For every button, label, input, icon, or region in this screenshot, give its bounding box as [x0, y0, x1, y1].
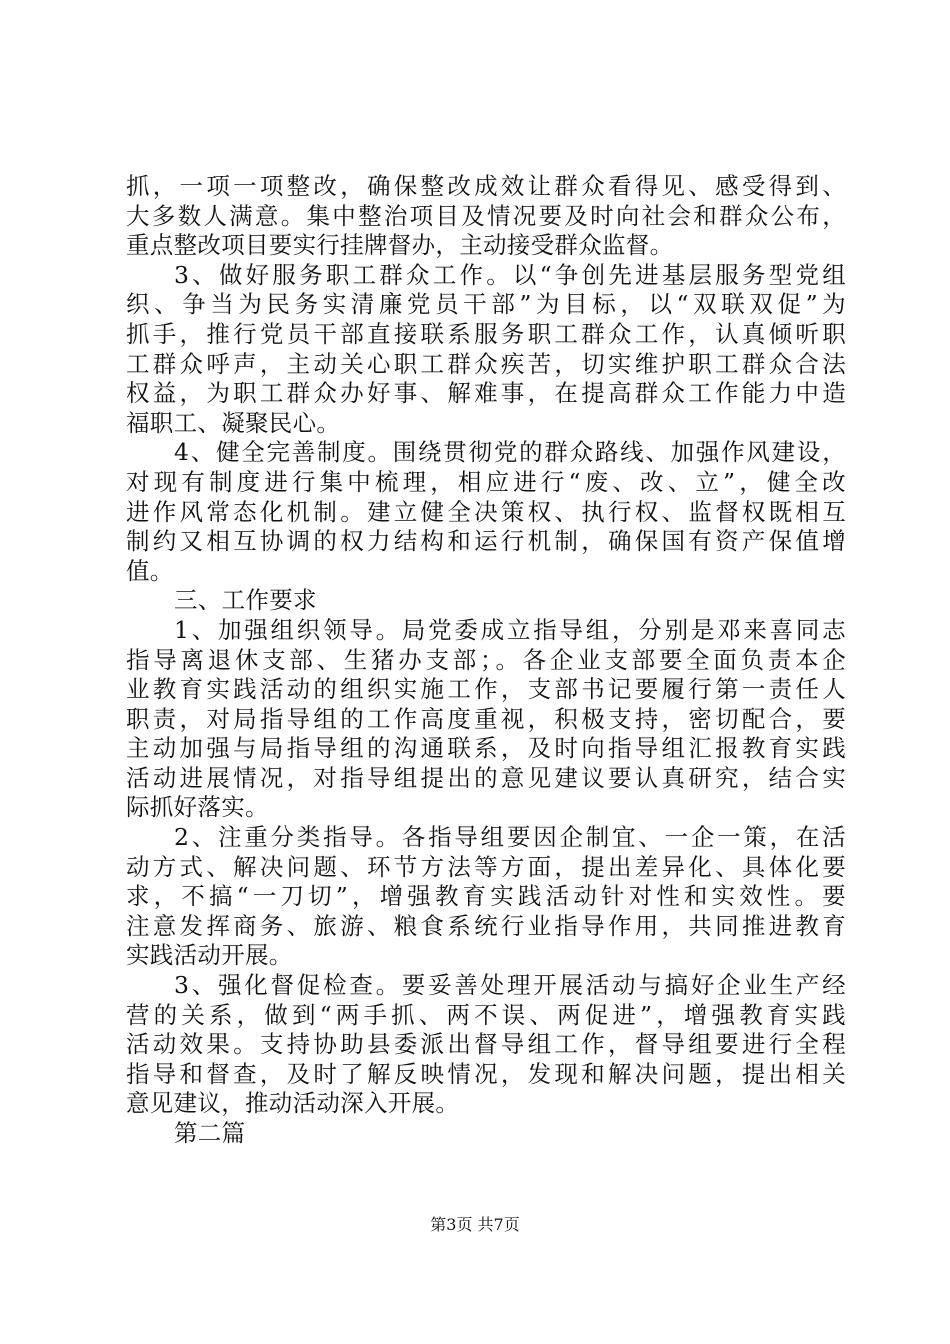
paragraph-line: 大多数人满意。集中整治项目及情况要及时向社会和群众公布， — [126, 201, 846, 230]
paragraph-line: 主动加强与局指导组的沟通联系，及时向指导组汇报教育实践 — [126, 734, 846, 763]
paragraph-line: 指导离退休支部、生猪办支部；。各企业支部要全面负责本企 — [126, 645, 846, 674]
paragraph-line: 际抓好落实。 — [126, 793, 269, 822]
paragraph-line: 工群众呼声，主动关心职工群众疾苦，切实维护职工群众合法 — [126, 349, 846, 378]
paragraph-line: 4、健全完善制度。围绕贯彻党的群众路线、加强作风建设， — [174, 438, 846, 467]
section-heading: 第二篇 — [174, 1119, 246, 1147]
paragraph-line: 值。 — [126, 556, 174, 585]
paragraph-line: 求，不搞“一刀切”，增强教育实践活动针对性和实效性。要 — [126, 882, 846, 911]
paragraph-line: 制约又相互协调的权力结构和运行机制，确保国有资产保值增 — [126, 527, 846, 556]
paragraph-line: 抓手，推行党员干部直接联系服务职工群众工作，认真倾听职 — [126, 319, 846, 348]
paragraph-line: 意见建议，推动活动深入开展。 — [126, 1089, 460, 1118]
paragraph-line: 实践活动开展。 — [126, 941, 293, 970]
paragraph-line: 动方式、解决问题、环节方法等方面，提出差异化、具体化要 — [126, 852, 846, 881]
paragraph-line: 3、强化督促检查。要妥善处理开展活动与搞好企业生产经 — [174, 971, 846, 1000]
paragraph-line: 注意发挥商务、旅游、粮食系统行业指导作用，共同推进教育 — [126, 911, 846, 940]
paragraph-line: 权益，为职工群众办好事、解难事，在提高群众工作能力中造 — [126, 379, 846, 408]
paragraph-line: 业教育实践活动的组织实施工作，支部书记要履行第一责任人 — [126, 675, 846, 704]
paragraph-line: 1、加强组织领导。局党委成立指导组，分别是邓来喜同志 — [174, 615, 846, 644]
document-body — [126, 172, 846, 1149]
paragraph-line: 重点整改项目要实行挂牌督办，主动接受群众监督。 — [126, 231, 674, 260]
paragraph-line: 活动效果。支持协助县委派出督导组工作，督导组要进行全程 — [126, 1030, 846, 1059]
paragraph-line: 进作风常态化机制。建立健全决策权、执行权、监督权既相互 — [126, 497, 846, 526]
paragraph-line: 2、注重分类指导。各指导组要因企制宜、一企一策，在活 — [174, 823, 846, 852]
paragraph-line: 福职工、凝聚民心。 — [126, 408, 341, 437]
paragraph-line: 3、做好服务职工群众工作。以“争创先进基层服务型党组 — [174, 260, 846, 289]
section-heading: 三、工作要求 — [174, 586, 317, 615]
page-number-footer: 第3页 共7页 — [430, 1215, 520, 1234]
paragraph-line: 抓，一项一项整改，确保整改成效让群众看得见、感受得到、 — [126, 172, 846, 200]
paragraph-line: 指导和督查，及时了解反映情况，发现和解决问题，提出相关 — [126, 1059, 846, 1088]
paragraph-line: 对现有制度进行集中梳理，相应进行“废、改、立”，健全改 — [126, 467, 846, 496]
paragraph-line: 活动进展情况，对指导组提出的意见建议要认真研究，结合实 — [126, 763, 846, 792]
paragraph-line: 职责，对局指导组的工作高度重视，积极支持，密切配合，要 — [126, 704, 846, 733]
paragraph-line: 织、争当为民务实清廉党员干部”为目标，以“双联双促”为 — [126, 290, 846, 319]
paragraph-line: 营的关系，做到“两手抓、两不误、两促进”，增强教育实践 — [126, 1000, 846, 1029]
